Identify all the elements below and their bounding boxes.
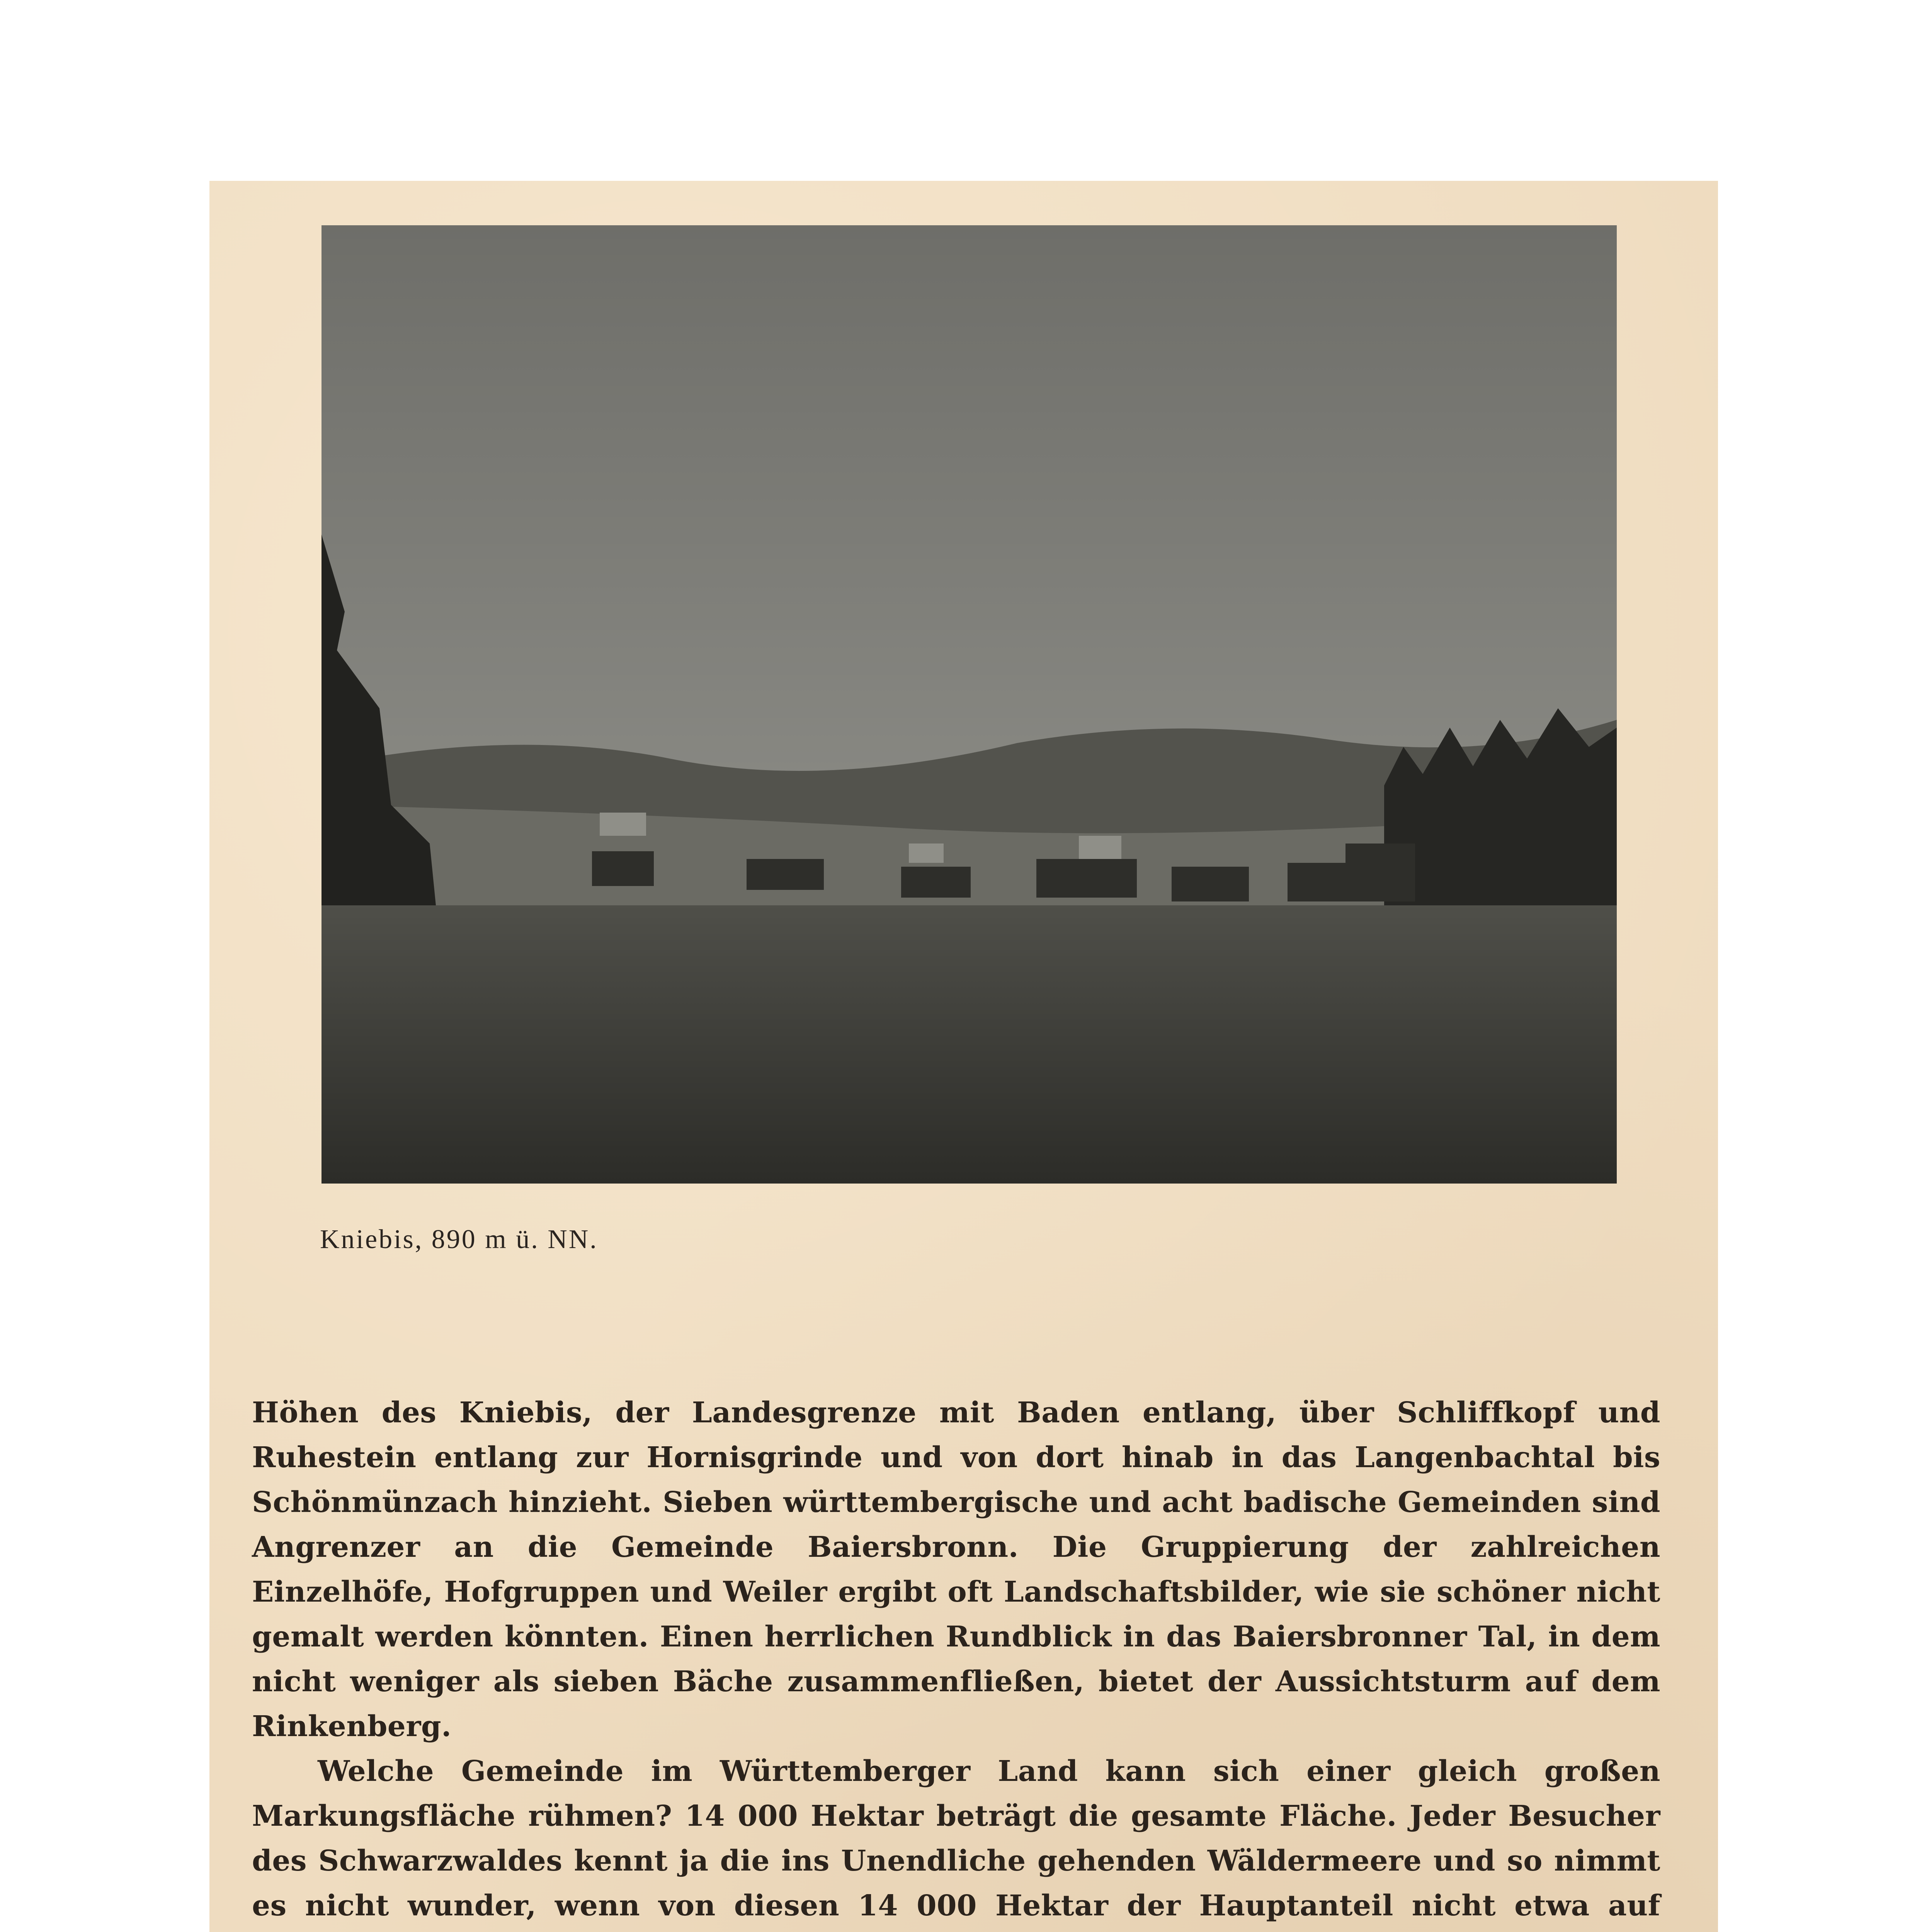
landscape-photo — [321, 225, 1617, 1184]
photo-image — [321, 225, 1617, 1184]
photo-caption: Kniebis, 890 m ü. NN. — [320, 1225, 598, 1254]
paragraph-1: Höhen des Kniebis, der Landesgrenze mit Baden entlang, über Schliffkopf und Ruhestein entlang zur Hornisgrinde und von dort hinab in das Langenbachtal bis Schönmünzach hinzieht. Sieben württembergische und acht badische Gemeinden sind Angrenzer an die Gemeinde Baiersbronn. Die Gruppierung der zahlreichen Einzelhöfe, Hofgruppen und Weiler ergibt oft Landschaftsbilder, wie sie schöner nicht gemalt werden könnten. Einen herrlichen Rundblick in das Baiersbronner Tal, in dem nicht weniger als sieben Bäche zusammenfließen, bietet der Aussichtsturm auf dem Rinkenberg. — [252, 1396, 1660, 1743]
scanned-page — [209, 181, 1718, 1932]
paragraph-2: Welche Gemeinde im Württemberger Land kann sich einer gleich großen Markungsfläche rühmen? 14 000 Hektar beträgt die gesamte Fläche. Jeder Besucher des Schwarzwaldes kennt ja die ins Unendliche gehenden Wäldermeere und so nimmt es nicht wunder, wenn von diesen 14 000 Hektar der Hauptanteil nicht etwa auf — [252, 1755, 1660, 1922]
article-body — [252, 1390, 1660, 1932]
